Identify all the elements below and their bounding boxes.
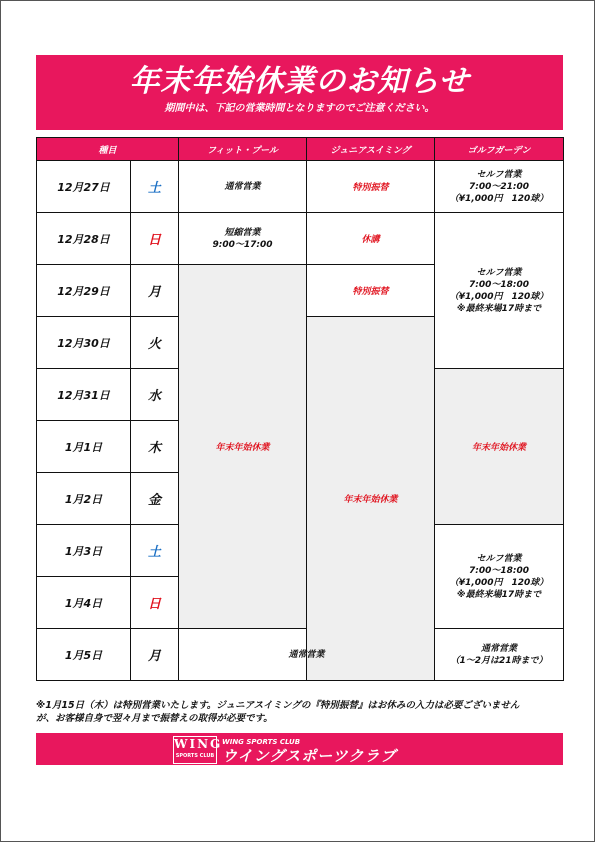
row-weekday: 火 — [131, 317, 179, 369]
row-date: 1月1日 — [37, 421, 131, 473]
table-row — [37, 213, 564, 265]
golf-self2-label: セルフ営業 — [476, 267, 522, 278]
row-date: 1月3日 — [37, 525, 131, 577]
row-date: 12月27日 — [37, 161, 131, 213]
logo-subtext: SPORTS CLUB — [175, 753, 215, 759]
row-date: 12月31日 — [37, 369, 131, 421]
fit-pool-short — [179, 213, 307, 265]
junior-special-2: 特別振替 — [307, 265, 435, 317]
brand-name-jp: ウイングスポーツクラブ — [222, 747, 397, 765]
golf-regular — [435, 629, 564, 681]
golf-regular-label: 通常営業 — [481, 643, 518, 654]
header-category: 種目 — [37, 138, 179, 161]
golf-self3-note: ※最終来場17時まで — [456, 589, 542, 600]
golf-self3-price: （¥1,000円 120球） — [449, 577, 549, 588]
row-weekday: 土 — [131, 161, 179, 213]
golf-self3-label: セルフ営業 — [476, 553, 522, 564]
page-title: 年末年始休業のお知らせ — [129, 64, 470, 99]
header-banner — [36, 55, 563, 130]
brand-name-en: WING SPORTS CLUB — [222, 738, 301, 746]
header-fit-pool: フィット・プール — [179, 138, 307, 161]
footnote — [36, 699, 563, 725]
fit-junior-regular: 通常営業 — [179, 629, 435, 681]
footnote-line-2: が、お客様自身で翌々月まで振替えの取得が必要です。 — [36, 713, 273, 724]
table-row — [37, 629, 564, 681]
schedule-table — [36, 137, 564, 681]
row-weekday: 日 — [131, 213, 179, 265]
fit-pool-regular: 通常営業 — [179, 161, 307, 213]
footer-banner — [36, 733, 563, 765]
wing-logo — [173, 736, 223, 764]
table-row — [37, 161, 564, 213]
fit-pool-short-hours: 9:00～17:00 — [212, 239, 273, 250]
golf-self1-hours: 7:00～21:00 — [468, 181, 530, 192]
row-date: 1月4日 — [37, 577, 131, 629]
row-weekday: 日 — [131, 577, 179, 629]
junior-special: 特別振替 — [307, 161, 435, 213]
junior-rest: 休講 — [307, 213, 435, 265]
row-date: 1月5日 — [37, 629, 131, 681]
golf-self-hours-2 — [435, 213, 564, 369]
header-golf-garden: ゴルフガーデン — [435, 138, 564, 161]
fit-pool-closed: 年末年始休業 — [179, 265, 307, 629]
row-weekday: 木 — [131, 421, 179, 473]
golf-closed: 年末年始休業 — [435, 369, 564, 525]
header-junior-swimming: ジュニアスイミング — [307, 138, 435, 161]
golf-self2-note: ※最終来場17時まで — [456, 303, 542, 314]
row-weekday: 月 — [131, 629, 179, 681]
row-weekday: 月 — [131, 265, 179, 317]
golf-self2-hours: 7:00～18:00 — [468, 279, 530, 290]
golf-self1-price: （¥1,000円 120球） — [449, 193, 549, 204]
golf-self2-price: （¥1,000円 120球） — [449, 291, 549, 302]
golf-self-hours-1 — [435, 161, 564, 213]
row-date: 12月30日 — [37, 317, 131, 369]
row-date: 1月2日 — [37, 473, 131, 525]
golf-self-hours-3 — [435, 525, 564, 629]
page-subtitle: 期間中は、下記の営業時間となりますのでご注意ください。 — [164, 103, 435, 114]
junior-closed: 年末年始休業 — [307, 317, 435, 681]
golf-self3-hours: 7:00～18:00 — [468, 565, 530, 576]
row-date: 12月29日 — [37, 265, 131, 317]
golf-self1-label: セルフ営業 — [476, 169, 522, 180]
row-weekday: 金 — [131, 473, 179, 525]
row-weekday: 水 — [131, 369, 179, 421]
golf-regular-note: （1～2月は21時まで） — [450, 655, 548, 666]
table-header-row — [37, 138, 564, 161]
footnote-line-1: ※1月15日（木）は特別営業いたします。ジュニアスイミングの『特別振替』はお休みの入力は必要ございません — [36, 700, 520, 711]
row-weekday: 土 — [131, 525, 179, 577]
fit-pool-short-label: 短縮営業 — [224, 227, 261, 238]
row-date: 12月28日 — [37, 213, 131, 265]
logo-mark: WING — [174, 737, 223, 751]
